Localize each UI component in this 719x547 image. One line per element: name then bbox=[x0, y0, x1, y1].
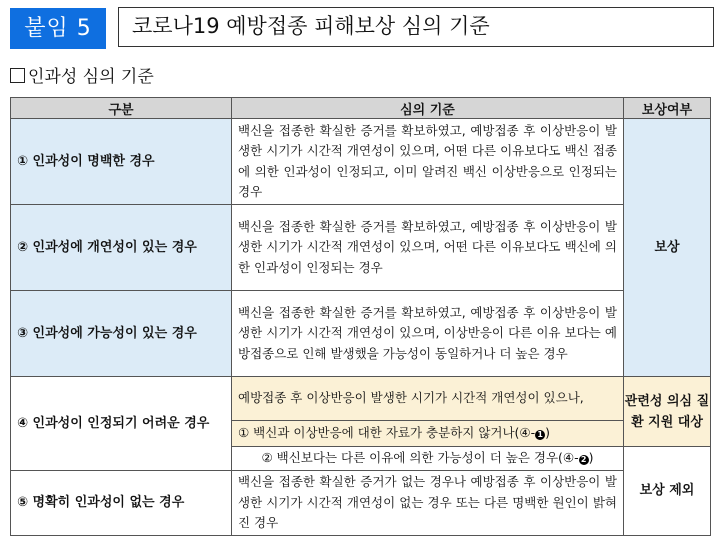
checkbox-square-icon bbox=[10, 68, 25, 83]
row-category: ④ 인과성이 인정되기 어려운 경우 bbox=[11, 377, 232, 471]
row-criteria: 백신을 접종한 확실한 증거를 확보하였고, 예방접종 후 이상반응이 발생한 시기가 시간적 개연성이 있으며, 어떤 다른 이유보다도 백신에 의한 인과성이 인정되는 경우 bbox=[232, 205, 624, 291]
table-row bbox=[11, 291, 711, 377]
table-row bbox=[11, 205, 711, 291]
row-category: ③ 인과성에 가능성이 있는 경우 bbox=[11, 291, 232, 377]
row-criteria-sub1 bbox=[232, 421, 624, 447]
header-criteria: 심의 기준 bbox=[232, 98, 624, 119]
row-criteria: 백신을 접종한 확실한 증거가 없는 경우나 예방접종 후 이상반응이 발생한 시기가 시간적 개연성이 없는 경우 또는 다른 명백한 원인이 밝혀진 경우 bbox=[232, 471, 624, 536]
close-paren: ) bbox=[588, 450, 594, 466]
causality-criteria-table bbox=[10, 97, 711, 536]
row-criteria-sub2 bbox=[232, 447, 624, 471]
page-title: 코로나19 예방접종 피해보상 심의 기준 bbox=[118, 7, 714, 47]
filled-number-badge: 2 bbox=[579, 455, 589, 465]
sub2-text: ② 백신보다는 다른 이유에 의한 가능성이 더 높은 경우(④- bbox=[261, 450, 579, 466]
filled-number-badge: 1 bbox=[535, 430, 545, 440]
row-category: ② 인과성에 개연성이 있는 경우 bbox=[11, 205, 232, 291]
exclusion-cell: 보상 제외 bbox=[624, 447, 711, 536]
header-compensation: 보상여부 bbox=[624, 98, 711, 119]
table-header-row bbox=[11, 98, 711, 119]
row-category: ⑤ 명확히 인과성이 없는 경우 bbox=[11, 471, 232, 536]
section-heading bbox=[10, 66, 154, 88]
row-criteria: 백신을 접종한 확실한 증거를 확보하였고, 예방접종 후 이상반응이 발생한 시기가 시간적 개연성이 있으며, 어떤 다른 이유보다도 백신 접종에 의한 인과성이 인정되고, 이미 알려진 백신 이상반응으로 인정되는 경우 bbox=[232, 119, 624, 205]
sub1-text: ① 백신과 이상반응에 대한 자료가 충분하지 않거나(④- bbox=[238, 425, 536, 441]
table-row bbox=[11, 471, 711, 536]
attachment-badge: 붙임 5 bbox=[10, 8, 106, 49]
compensation-cell: 보상 bbox=[624, 119, 711, 377]
table-row bbox=[11, 377, 711, 421]
row-criteria: 백신을 접종한 확실한 증거를 확보하였고, 예방접종 후 이상반응이 발생한 시기가 시간적 개연성이 있으며, 이상반응이 다른 이유 보다는 예방접종으로 인해 발생했을 가능성이 동일하거나 더 높은 경우 bbox=[232, 291, 624, 377]
section-heading-text: 인과성 심의 기준 bbox=[28, 67, 154, 87]
header-category: 구분 bbox=[11, 98, 232, 119]
close-paren: ) bbox=[545, 425, 551, 441]
table-row bbox=[11, 119, 711, 205]
support-target-cell: 관련성 의심 질환 지원 대상 bbox=[624, 377, 711, 447]
row-category: ① 인과성이 명백한 경우 bbox=[11, 119, 232, 205]
row-criteria-intro: 예방접종 후 이상반응이 발생한 시기가 시간적 개연성이 있으나, bbox=[232, 377, 624, 421]
